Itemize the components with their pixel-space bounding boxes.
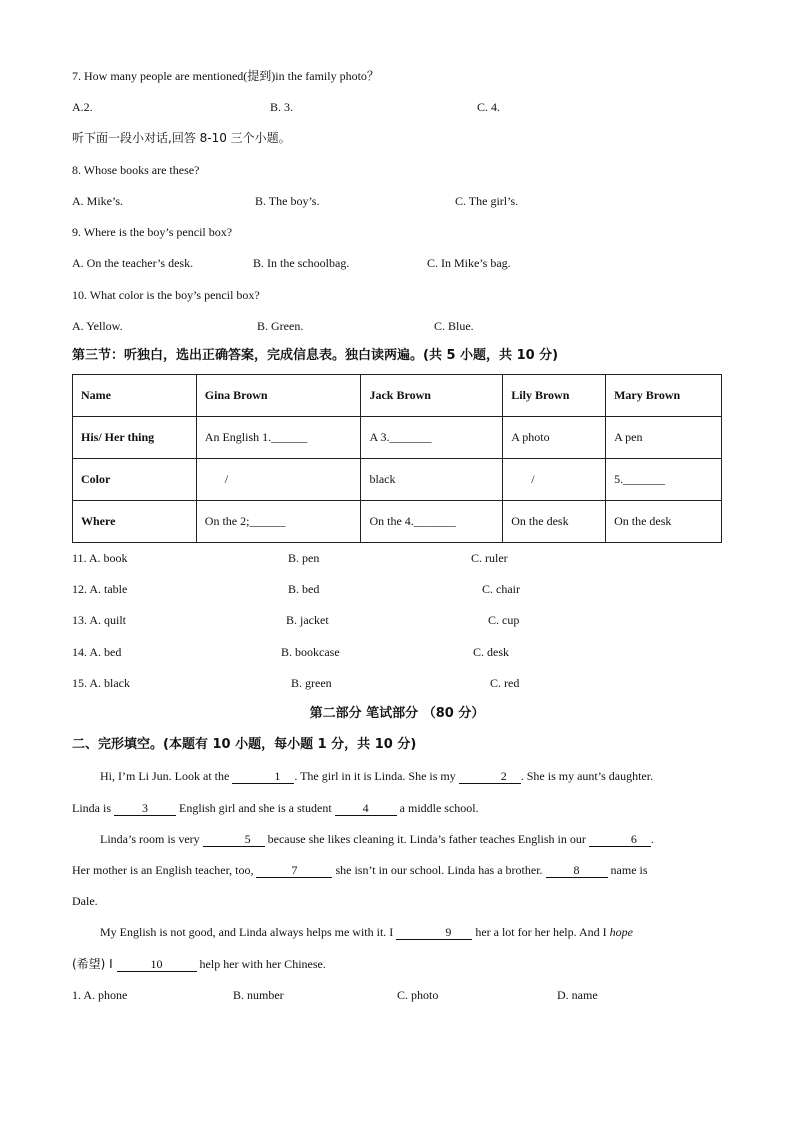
table-header-cell: Name xyxy=(73,375,197,417)
question-9-option-a: A. On the teacher’s desk. xyxy=(72,256,194,270)
question-8-option-a: A. Mike’s. xyxy=(72,194,123,208)
question-12-option-c: C. chair xyxy=(482,582,520,596)
passage-text: My English is not good, and Linda always helps me with it. I xyxy=(100,925,397,939)
question-10-option-c: C. Blue. xyxy=(434,319,474,333)
passage-text: (希望) I xyxy=(72,957,117,971)
table-row-label: Color xyxy=(73,459,197,501)
question-7-option-b: B. 3. xyxy=(270,100,294,114)
question-8-stem: 8. Whose books are these? xyxy=(72,163,200,177)
table-cell: On the desk xyxy=(606,501,722,543)
table-cell: A photo xyxy=(503,417,606,459)
blank-5: 5 xyxy=(203,832,265,847)
question-9-stem: 9. Where is the boy’s pencil box? xyxy=(72,225,233,239)
question-9-option-c: C. In Mike’s bag. xyxy=(427,256,511,270)
question-11-option-b: B. pen xyxy=(288,551,320,565)
blank-10: 10 xyxy=(117,957,197,972)
question-10-option-b: B. Green. xyxy=(257,319,304,333)
question-15-option-b: B. green xyxy=(291,676,332,690)
passage-text: her a lot for her help. And I xyxy=(472,925,610,939)
table-header-cell: Gina Brown xyxy=(196,375,361,417)
blank-8: 8 xyxy=(546,863,608,878)
question-8-option-b: B. The boy’s. xyxy=(255,194,320,208)
question-13-option-b: B. jacket xyxy=(286,613,329,627)
cloze-1-option-d: D. name xyxy=(557,988,598,1002)
table-row xyxy=(73,501,722,543)
table-cell: A 3._______ xyxy=(361,417,503,459)
question-15-option-c: C. red xyxy=(490,676,520,690)
cloze-1-option-b: B. number xyxy=(233,988,284,1002)
passage-line xyxy=(72,831,722,847)
passage-text: because she likes cleaning it. Linda’s father teaches English in our xyxy=(264,832,589,846)
table-cell: On the 4._______ xyxy=(361,501,503,543)
table-row-label: Where xyxy=(73,501,197,543)
question-15-option-a: 15. A. black xyxy=(72,676,130,690)
table-cell: / xyxy=(503,459,606,501)
cloze-1-option-c: C. photo xyxy=(397,988,439,1002)
passage-line xyxy=(72,924,722,940)
question-10-stem: 10. What color is the boy’s pencil box? xyxy=(72,288,260,302)
blank-3: 3 xyxy=(114,801,176,816)
passage-text: . She is my aunt’s daughter. xyxy=(520,769,654,783)
passage-line: Dale. xyxy=(72,894,98,908)
passage-text: English girl and she is a student xyxy=(176,801,335,815)
blank-1: 1 xyxy=(232,769,294,784)
table-cell: A pen xyxy=(606,417,722,459)
table-cell: black xyxy=(361,459,503,501)
table-header-cell: Mary Brown xyxy=(606,375,722,417)
passage-line xyxy=(72,956,722,972)
question-11-option-a: 11. A. book xyxy=(72,551,128,565)
blank-7: 7 xyxy=(256,863,332,878)
question-7-option-a: A.2. xyxy=(72,100,93,114)
question-14-option-a: 14. A. bed xyxy=(72,645,122,659)
question-7-stem: 7. How many people are mentioned(提到)in the family photo？ xyxy=(72,69,379,83)
blank-9: 9 xyxy=(396,925,472,940)
passage-text-italic: hope xyxy=(609,925,633,939)
cloze-1-option-a: 1. A. phone xyxy=(72,988,128,1002)
passage-text: name is xyxy=(607,863,648,877)
table-header-cell: Jack Brown xyxy=(361,375,503,417)
table-cell: 5._______ xyxy=(606,459,722,501)
table-cell: / xyxy=(196,459,361,501)
table-cell: On the 2;______ xyxy=(196,501,361,543)
info-table xyxy=(72,374,722,543)
passage-line xyxy=(72,862,722,878)
table-cell: On the desk xyxy=(503,501,606,543)
passage-text: Hi, I’m Li Jun. Look at the xyxy=(100,769,233,783)
table-header-row xyxy=(73,375,722,417)
table-row-label: His/ Her thing xyxy=(73,417,197,459)
blank-2: 2 xyxy=(459,769,521,784)
question-8-option-c: C. The girl’s. xyxy=(455,194,519,208)
table-row xyxy=(73,459,722,501)
question-10-option-a: A. Yellow. xyxy=(72,319,123,333)
question-13-option-c: C. cup xyxy=(488,613,520,627)
passage-text: help her with her Chinese. xyxy=(196,957,326,971)
question-14-option-b: B. bookcase xyxy=(281,645,340,659)
passage-text: a middle school. xyxy=(396,801,479,815)
passage-text: Linda is xyxy=(72,801,114,815)
question-12-option-a: 12. A. table xyxy=(72,582,128,596)
passage-text: she isn’t in our school. Linda has a brother. xyxy=(332,863,546,877)
passage-line xyxy=(72,768,722,784)
question-13-option-a: 13. A. quilt xyxy=(72,613,127,627)
section-3-title: 第三节：听独白，选出正确答案，完成信息表。独白读两遍。(共 5 小题，共 10 分) xyxy=(72,348,559,363)
table-header-cell: Lily Brown xyxy=(503,375,606,417)
table-row xyxy=(73,417,722,459)
table-cell: An English 1.______ xyxy=(196,417,361,459)
cloze-section-title: 二、完形填空。(本题有 10 小题，每小题 1 分，共 10 分) xyxy=(72,737,417,752)
question-7-option-c: C. 4. xyxy=(477,100,501,114)
passage-text: . The girl in it is Linda. She is my xyxy=(294,769,459,783)
question-12-option-b: B. bed xyxy=(288,582,320,596)
question-11-option-c: C. ruler xyxy=(471,551,508,565)
passage-text: Linda’s room is very xyxy=(100,832,203,846)
question-14-option-c: C. desk xyxy=(473,645,509,659)
blank-4: 4 xyxy=(335,801,397,816)
blank-6: 6 xyxy=(589,832,651,847)
passage-line xyxy=(72,800,722,816)
passage-text: Her mother is an English teacher, too, xyxy=(72,863,257,877)
question-9-option-b: B. In the schoolbag. xyxy=(253,256,350,270)
part-2-title: 第二部分 笔试部分 （80 分） xyxy=(309,706,485,721)
passage-text: . xyxy=(650,832,654,846)
instruction-8-10: 听下面一段小对话,回答 8-10 三个小题。 xyxy=(72,131,291,145)
